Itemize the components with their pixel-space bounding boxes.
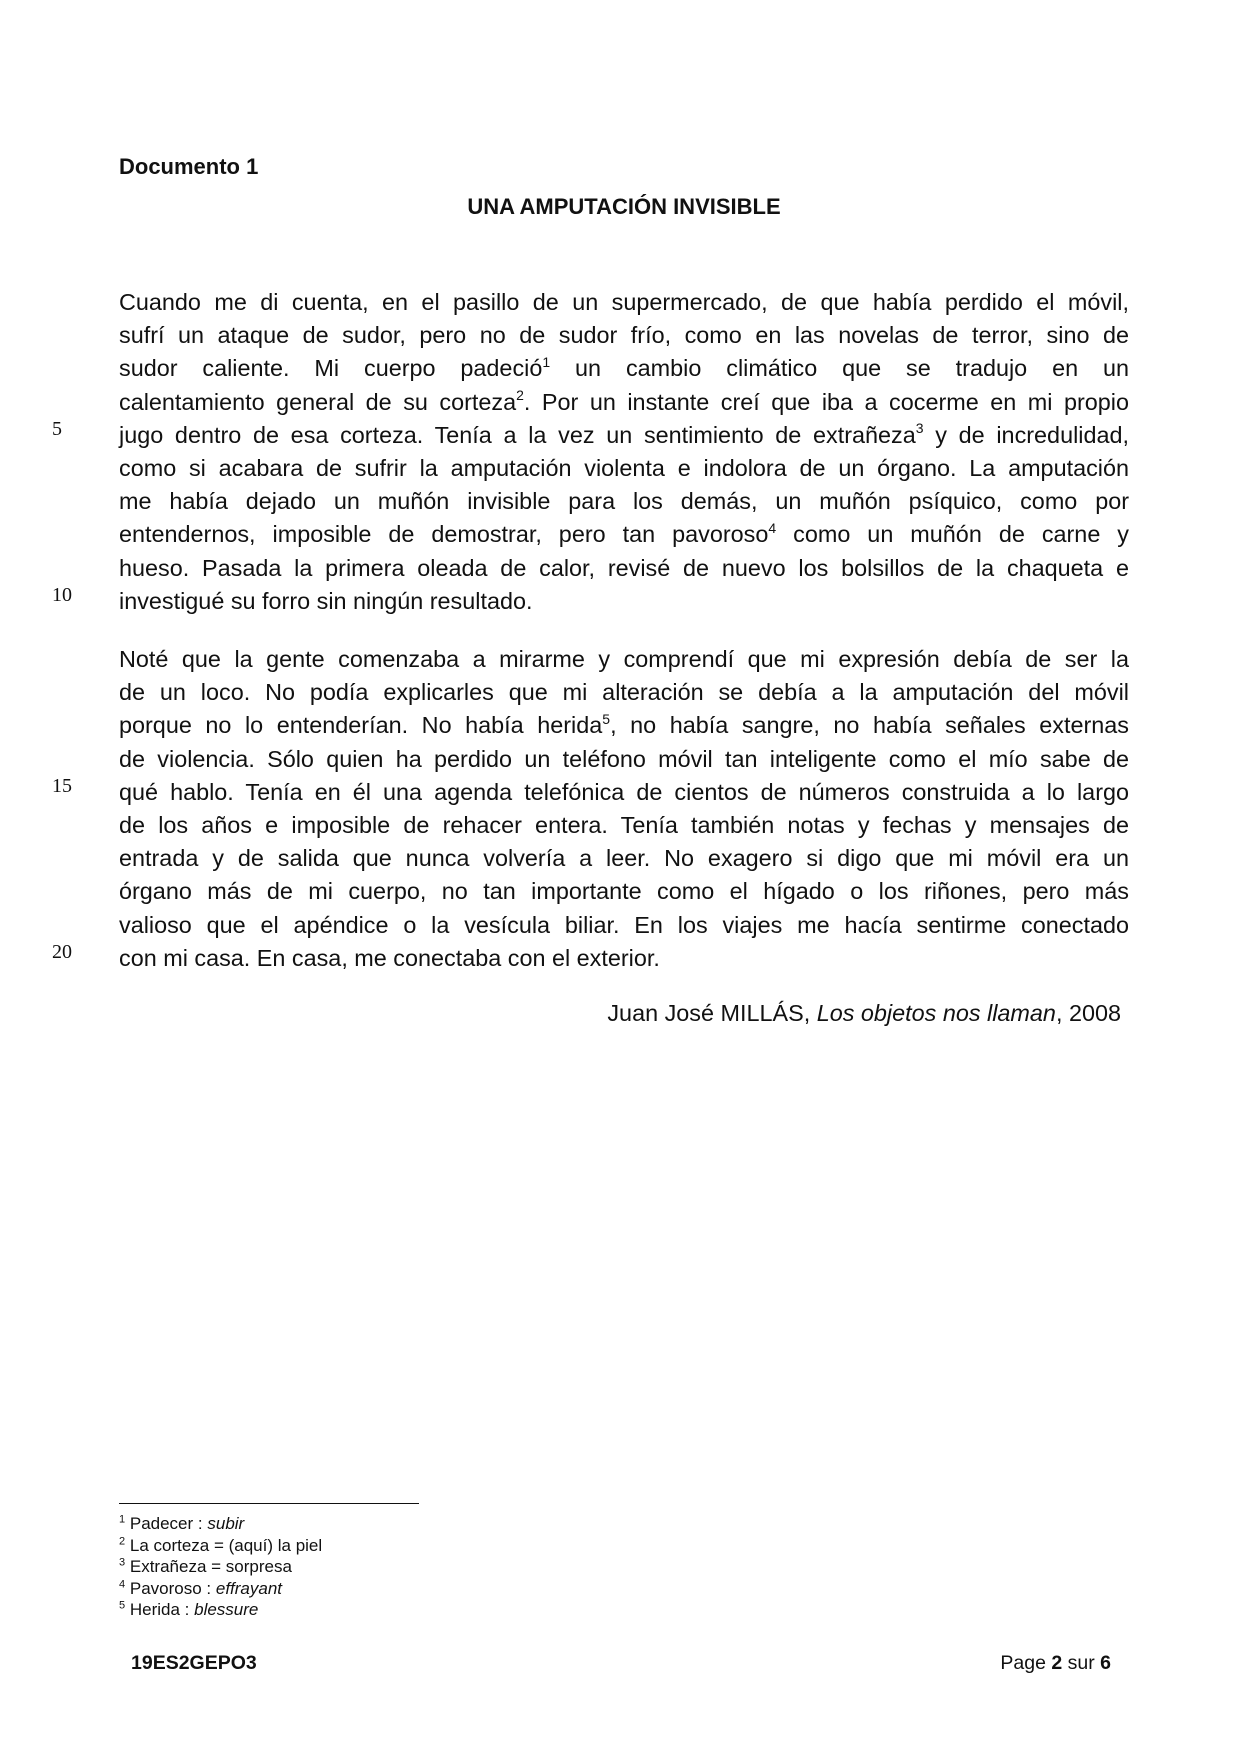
line-number-5: 5 <box>52 418 62 440</box>
text-line <box>119 942 1129 975</box>
text-line <box>119 743 1129 776</box>
footnote-number: 4 <box>119 1577 126 1590</box>
footnote-ref: 2 <box>516 386 524 403</box>
text-line <box>119 776 1129 809</box>
text-segment: con mi casa. En casa, me conectaba con el exterior. <box>119 944 660 971</box>
text-segment: como un muñón de carne y <box>776 521 1130 548</box>
text-line <box>119 352 1129 385</box>
text-segment: entendernos, imposible de demostrar, pero tan pavoroso <box>119 521 769 548</box>
text-segment: de los años e imposible de rehacer entera. Tenía también notas y fechas y mensajes de <box>119 812 1129 839</box>
text-segment: , no había sangre, no había señales externas <box>610 712 1130 739</box>
footnote-item <box>119 1578 322 1600</box>
text-line <box>119 552 1129 585</box>
paragraph-1 <box>119 286 1129 618</box>
attribution <box>607 1000 1121 1027</box>
text-line <box>119 909 1129 942</box>
line-number-10: 10 <box>52 584 72 606</box>
text-segment: entrada y de salida que nunca volvería a leer. No exagero si digo que mi móvil era un <box>119 845 1129 872</box>
footnote-term: La corteza = (aquí) la piel <box>129 1535 323 1555</box>
text-segment: de violencia. Sólo quien ha perdido un teléfono móvil tan inteligente como el mío sabe de <box>119 745 1129 772</box>
text-segment: sudor caliente. Mi cuerpo padeció <box>119 355 543 382</box>
footnote-item <box>119 1599 322 1621</box>
text-segment: jugo dentro de esa corteza. Tenía a la vez un sentimiento de extrañeza <box>119 421 916 448</box>
page-current: 2 <box>1051 1652 1063 1674</box>
text-segment: sufrí un ataque de sudor, pero no de sudor frío, como en las novelas de terror, sino de <box>119 322 1129 349</box>
attribution-author: Juan José MILLÁS, <box>607 1000 817 1026</box>
footnote-ref: 3 <box>915 420 924 437</box>
text-segment: Noté que la gente comenzaba a mirarme y comprendí que mi expresión debía de ser la <box>119 646 1129 672</box>
text-segment: calentamiento general de su corteza <box>119 388 517 415</box>
text-line <box>119 875 1129 908</box>
footnote-divider <box>119 1503 419 1504</box>
text-line <box>119 386 1129 419</box>
paragraph-2 <box>119 643 1129 975</box>
text-segment: Cuando me di cuenta, en el pasillo de un supermercado, de que había perdido el móvil, <box>119 289 1129 315</box>
text-segment: un cambio climático que se tradujo en un <box>550 355 1129 382</box>
footnote-number: 3 <box>119 1556 126 1569</box>
exam-code: 19ES2GEPO3 <box>131 1652 257 1674</box>
text-line <box>119 643 1129 676</box>
text-segment: órgano más de mi cuerpo, no tan importante como el hígado o los riñones, pero más <box>119 878 1129 905</box>
text-line <box>119 286 1129 319</box>
text-line <box>119 452 1129 485</box>
text-segment: porque no lo entenderían. No había herida <box>119 712 603 739</box>
footnote-ref: 4 <box>768 519 777 536</box>
text-segment: y de incredulidad, <box>923 421 1129 448</box>
text-line <box>119 676 1129 709</box>
text-segment: valioso que el apéndice o la vesícula biliar. En los viajes me hacía sentirme conectado <box>119 911 1129 938</box>
text-line <box>119 319 1129 352</box>
page-prefix: Page <box>1000 1652 1052 1674</box>
footnote-gloss: effrayant <box>215 1578 283 1598</box>
attribution-work: Los objetos nos llaman <box>816 1000 1056 1026</box>
text-line <box>119 419 1129 452</box>
line-number-20: 20 <box>52 941 72 963</box>
footnote-ref: 5 <box>602 710 611 727</box>
footnote-term: Pavoroso : <box>129 1578 216 1598</box>
footnote-term: Herida : <box>129 1600 195 1619</box>
page-indicator <box>1000 1652 1111 1675</box>
attribution-year: , 2008 <box>1055 1000 1121 1026</box>
footnote-ref: 1 <box>542 353 551 370</box>
footnote-term: Padecer : <box>129 1514 208 1533</box>
text-line <box>119 518 1129 551</box>
line-number-15: 15 <box>52 775 72 797</box>
text-segment: como si acabara de sufrir la amputación violenta e indolora de un órgano. La amputación <box>119 455 1129 482</box>
footnote-item <box>119 1556 322 1578</box>
text-segment: de un loco. No podía explicarles que mi alteración se debía a la amputación del móvil <box>119 679 1129 706</box>
footnote-gloss: subir <box>207 1514 245 1533</box>
footnote-number: 2 <box>119 1534 126 1547</box>
page-total: 6 <box>1100 1652 1111 1674</box>
text-line <box>119 585 1129 618</box>
document-title: UNA AMPUTACIÓN INVISIBLE <box>467 194 781 219</box>
footnotes <box>119 1513 322 1621</box>
footnote-number: 1 <box>119 1513 126 1526</box>
text-line <box>119 485 1129 518</box>
document-label: Documento 1 <box>119 154 259 179</box>
text-segment: investigué su forro sin ningún resultado. <box>119 587 533 614</box>
text-segment: me había dejado un muñón invisible para los demás, un muñón psíquico, como por <box>119 488 1129 515</box>
text-line <box>119 709 1129 742</box>
footnote-number: 5 <box>119 1599 126 1612</box>
footnote-item <box>119 1513 322 1535</box>
text-segment: hueso. Pasada la primera oleada de calor, revisé de nuevo los bolsillos de la chaqueta e <box>119 554 1129 581</box>
text-line <box>119 842 1129 875</box>
footnote-term: Extrañeza = sorpresa <box>129 1557 292 1576</box>
text-segment: . Por un instante creí que iba a cocerme en mi propio <box>523 388 1129 415</box>
text-segment: qué hablo. Tenía en él una agenda telefónica de cientos de números construida a lo largo <box>119 778 1129 805</box>
footnote-item <box>119 1535 322 1557</box>
page-mid: sur <box>1062 1652 1101 1674</box>
footnote-gloss: blessure <box>194 1600 259 1619</box>
text-line <box>119 809 1129 842</box>
